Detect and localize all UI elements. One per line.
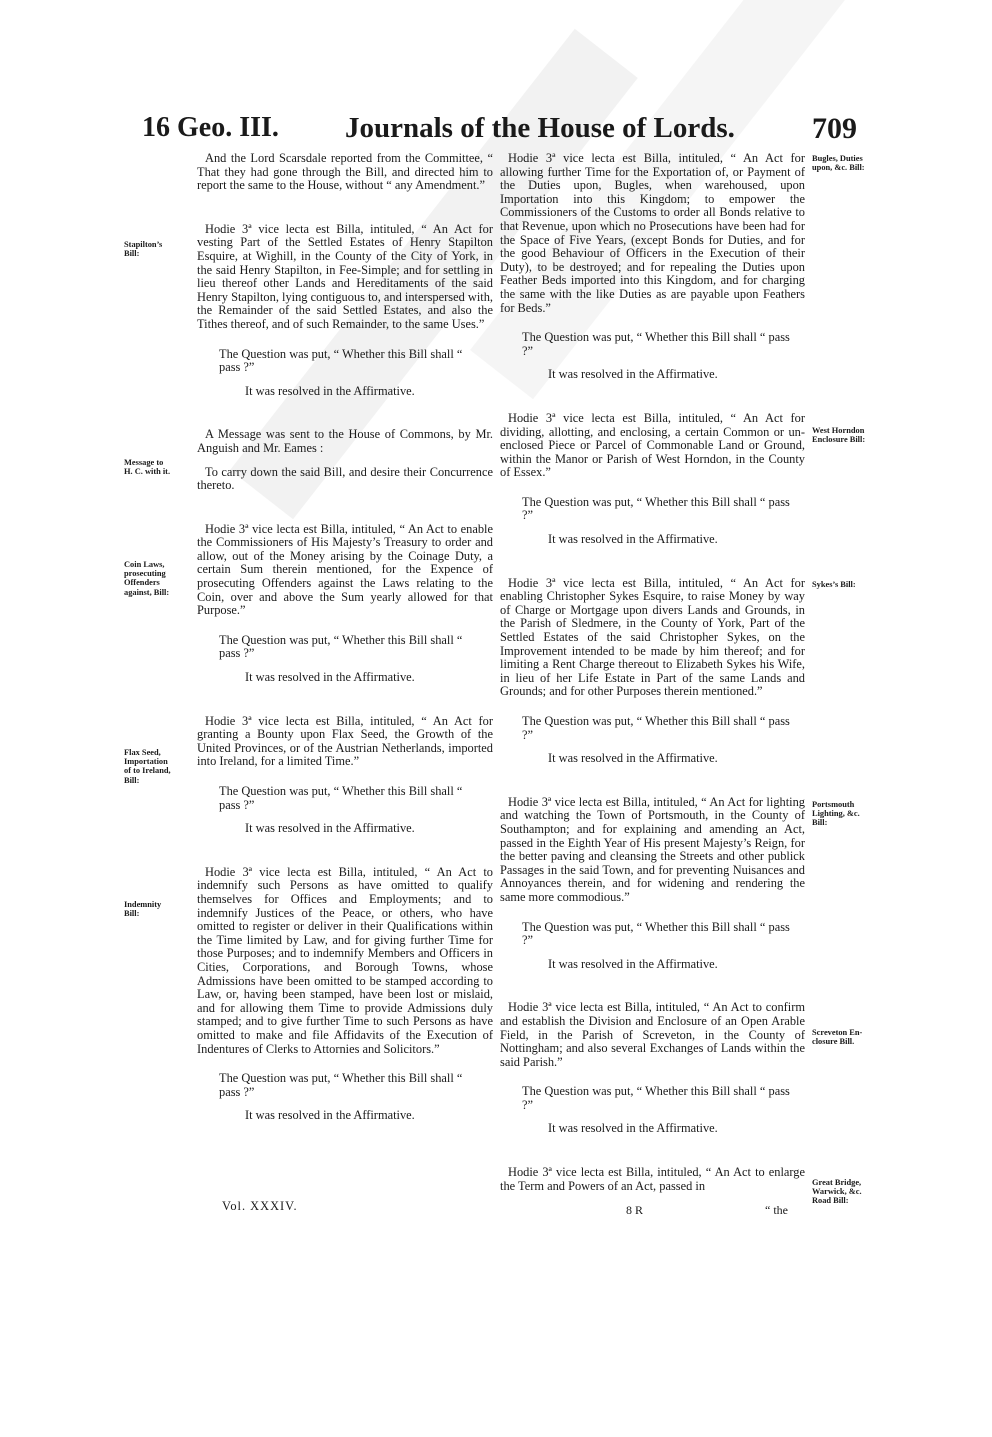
- entry-paragraph: And the Lord Scarsdale reported from the Committee, “ That they had gone through the Bill, and directed him to report the same to the House, without “ any Amendment.”: [197, 151, 493, 193]
- entry-paragraph: Hodie 3ª vice lecta est Billa, intituled, “ An Act for enabling Christopher Sykes Esquire, to raise Money by way of Charge or Mortgage upon divers Lands and Grounds, in the Parish of Sledmere, in the County of York, Part of the Settled Estates of the said Christopher Sykes, on the Improvement intended to be made by him thereof; and for limiting a Rent Charge thereout to Elizabeth Sykes his Wife, in lieu of her Life Estate in Part of the same Lands and Grounds; and for other Purposes therein mentioned.”: [500, 575, 805, 699]
- entry-portsmouth: [500, 796, 805, 972]
- left-column: [197, 152, 493, 1123]
- entry-stapilton: [197, 223, 493, 399]
- entry-flax-seed: [197, 715, 493, 836]
- page-number: 709: [812, 112, 857, 145]
- entry-bugles: [500, 152, 805, 382]
- side-note: Portsmouth Lighting, &c. Bill:: [812, 800, 860, 828]
- entry-paragraph: Hodie 3ª vice lecta est Billa, intituled, “ An Act for allowing further Time for the Exportation of, or Payment of the Duties upon, Bugles, when warehoused, upon Importation into this Kingdom; to empower the Commissioners of the Customs to order all Bonds relative to that Revenue, upon which no Prosecutions have been had for the Space of Five Years, (except Bonds for Duties, and for the good Behaviour of Officers in the Execution of their Duty), to be destroyed; and for repealing the Duties upon Feather Beds imported into this Kingdom, and for charging the same with the like Duties as are payable upon Feathers for Beds.”: [500, 151, 805, 315]
- entry-paragraph: Hodie 3ª vice lecta est Billa, intituled, “ An Act to enable the Commissioners of His Majesty’s Treasury to order and allow, out of the Money arising by the Coinage Duty, a certain Sum therein mentioned, for the Expence of prosecuting Offenders against the Laws relating to the Coin, over and above the Sum yearly allowed for that Purpose.”: [197, 521, 493, 618]
- running-head-title: Journals of the House of Lords.: [345, 112, 735, 144]
- entry-report: [197, 152, 493, 193]
- question: The Question was put, “ Whether this Bill shall “ pass ?”: [522, 714, 790, 742]
- resolution: It was resolved in the Affirmative.: [548, 532, 718, 547]
- entry-great-bridge: [500, 1166, 805, 1193]
- entry-west-horndon: [500, 412, 805, 547]
- side-note: Screveton En- closure Bill.: [812, 1028, 863, 1047]
- side-note: Indemnity Bill:: [124, 900, 162, 919]
- resolution: It was resolved in the Affirmative.: [245, 670, 415, 685]
- resolution: It was resolved in the Affirmative.: [245, 821, 415, 836]
- volume-mark: Vol. XXXIV.: [222, 1199, 298, 1213]
- signature-mark: 8 R: [626, 1203, 644, 1217]
- side-note: Bugles, Duties upon, &c. Bill:: [812, 154, 865, 173]
- entry-coin-laws: [197, 523, 493, 685]
- question: The Question was put, “ Whether this Bill shall “ pass ?”: [522, 1084, 790, 1112]
- resolution: It was resolved in the Affirmative.: [548, 1121, 718, 1136]
- entry-paragraph: Hodie 3ª vice lecta est Billa, intituled, “ An Act to confirm and establish the Division and Enclosure of an Open Arable Field, in the Parish of Screveton, in the County of Nottingham; and also several Exchanges of Lands within the said Parish.”: [500, 1000, 805, 1069]
- question: The Question was put, “ Whether this Bill shall “ pass ?”: [522, 330, 790, 358]
- side-note: Sykes’s Bill:: [812, 580, 856, 589]
- resolution: It was resolved in the Affirmative.: [548, 956, 718, 971]
- entry-paragraph: Hodie 3ª vice lecta est Billa, intituled, “ An Act for dividing, allotting, and enclosing, a certain Common or un-enclosed Piece or Parcel of Commonable Land or Ground, within the Manor or Parish of West Horndon, in the County of Essex.”: [500, 410, 805, 480]
- question: The Question was put, “ Whether this Bill shall “ pass ?”: [219, 1071, 463, 1099]
- entry-sykes: [500, 577, 805, 766]
- entry-paragraph: Hodie 3ª vice lecta est Billa, intituled, “ An Act for granting a Bounty upon Flax Seed, the Growth of the United Provinces, or of the Austrian Netherlands, imported into Ireland, for a limited Time.”: [197, 713, 493, 769]
- entry-paragraph: A Message was sent to the House of Commons, by Mr. Anguish and Mr. Eames :: [197, 427, 493, 455]
- right-column: [500, 152, 805, 1193]
- side-note: Stapilton’s Bill:: [124, 240, 163, 259]
- entry-paragraph: Hodie 3ª vice lecta est Billa, intituled, “ An Act for lighting and watching the Town of Portsmouth, in the County of Southampton; and for explaining and amending an Act, passed in the Eighth Year of His present Majesty’s Reign, for the better paving and cleansing the Streets and other publick Passages in the said Town, and for preventing Nuisances and Annoyances therein, and for widening and rendering the same more commodious.”: [500, 794, 805, 904]
- side-note: Coin Laws, prosecuting Offenders against, Bill:: [124, 560, 170, 597]
- entry-paragraph: Hodie 3ª vice lecta est Billa, intituled, “ An Act to enlarge the Term and Powers of an Act, passed in: [500, 1165, 805, 1193]
- side-note: Flax Seed, Importation of to Ireland, Bill:: [124, 748, 171, 785]
- question: The Question was put, “ Whether this Bill shall “ pass ?”: [522, 919, 790, 948]
- resolution: It was resolved in the Affirmative.: [245, 1108, 415, 1123]
- side-note: West Horndon Enclosure Bill:: [812, 426, 866, 445]
- question: The Question was put, “ Whether this Bill shall “ pass ?”: [219, 784, 463, 812]
- catchword: “ the: [765, 1203, 788, 1217]
- entry-indemnity: [197, 866, 493, 1123]
- entry-paragraph: Hodie 3ª vice lecta est Billa, intituled, “ An Act for vesting Part of the Settled Estates of Henry Stapilton Esquire, at Wighill, in the County of the City of York, in the said Henry Stapilton, in Fee-Simple; and for settling in lieu thereof other Lands and Hereditaments of the said Henry Stapilton, lying contiguous to, and interspersed with, the Remainder of the said Settled Estates, and also the Tithes thereof, and of such Remainder, to the same Uses.”: [197, 221, 493, 331]
- entry-screveton: [500, 1001, 805, 1136]
- side-note: Great Bridge, Warwick, &c. Road Bill:: [812, 1178, 862, 1206]
- resolution: It was resolved in the Affirmative.: [548, 367, 718, 382]
- question: The Question was put, “ Whether this Bill shall “ pass ?”: [219, 346, 463, 375]
- resolution: It was resolved in the Affirmative.: [548, 751, 718, 766]
- resolution: It was resolved in the Affirmative.: [245, 383, 415, 398]
- entry-paragraph: Hodie 3ª vice lecta est Billa, intituled, “ An Act to indemnify such Persons as have omitted to qualify themselves for Offices and Employments; and to indemnify Justices of the Peace, or others, who have omitted to register or deliver in their Qualifications within the Time limited by Law, and for giving further Time for those Purposes; and to indemnify Members and Officers in Cities, Corporations, and Borough Towns, whose Admissions have been omitted to be stamped according to Law, or, having been stamped, have been lost or mislaid, and for allowing them Time to provide Admissions duly stamped; and to give further Time to such Persons as have omitted to make and file Affidavits of the Execution of Indentures of Clerks to Attornies and Solicitors.”: [197, 864, 493, 1056]
- side-note: Message to H. C. with it.: [124, 458, 171, 477]
- question: The Question was put, “ Whether this Bill shall “ pass ?”: [219, 632, 463, 661]
- question: The Question was put, “ Whether this Bill shall “ pass ?”: [522, 494, 790, 523]
- running-head-session: 16 Geo. III.: [142, 112, 279, 143]
- entry-message: [197, 428, 493, 492]
- entry-paragraph: To carry down the said Bill, and desire their Concurrence thereto.: [197, 464, 493, 493]
